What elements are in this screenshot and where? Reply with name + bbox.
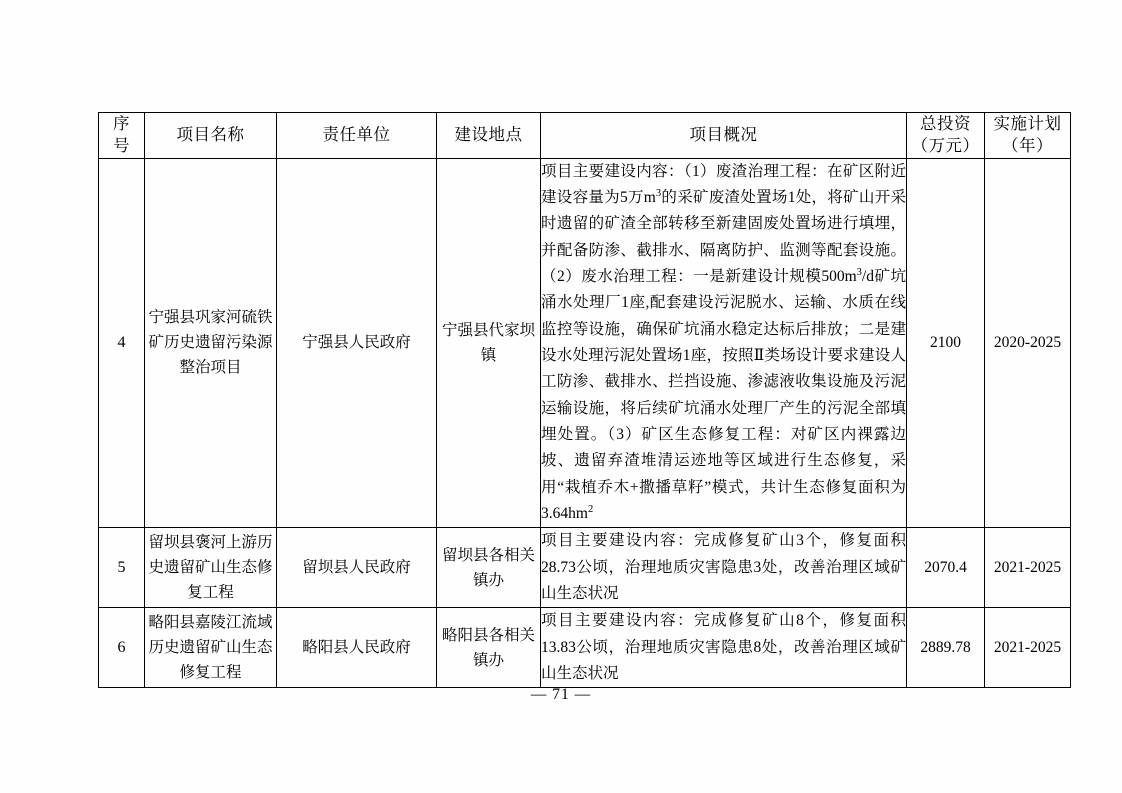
header-line2: （年）: [1002, 136, 1053, 156]
overview-text: 项目主要建设内容：完成修复矿山3个，修复面积28.73公顷，治理地质灾害隐患3处，改善治理区域矿山生态状况: [541, 532, 906, 603]
table-row: [99, 528, 1071, 608]
cell-project-name: 略阳县嘉陵江流域历史遗留矿山生态修复工程: [145, 608, 277, 688]
overview-text: 项目主要建设内容：完成修复矿山8个，修复面积13.83公顷，治理地质灾害隐患8处，改善治理区域矿山生态状况: [541, 612, 906, 683]
cell-schedule: 2020-2025: [985, 158, 1071, 528]
column-header-responsible-unit: [277, 113, 437, 159]
header-line2: 号: [113, 136, 130, 156]
cell-schedule: 2021-2025: [985, 608, 1071, 688]
cell-seq: 6: [99, 608, 145, 688]
header-line2: （万元）: [911, 136, 980, 156]
cell-overview: [541, 608, 907, 688]
cell-project-name: 宁强县巩家河硫铁矿历史遗留污染源整治项目: [145, 158, 277, 528]
cell-schedule: 2021-2025: [985, 528, 1071, 608]
cell-seq: 4: [99, 158, 145, 528]
cell-investment: 2070.4: [907, 528, 985, 608]
table-row: [99, 608, 1071, 688]
header-line1: 序: [113, 114, 130, 133]
cell-responsible-unit: 略阳县人民政府: [277, 608, 437, 688]
header-line1: 项目名称: [176, 125, 245, 145]
table-body: [99, 158, 1071, 688]
header-line1: 建设地点: [454, 125, 523, 145]
column-header-schedule: [985, 113, 1071, 159]
cell-location: 宁强县代家坝镇: [437, 158, 541, 528]
cell-responsible-unit: 留坝县人民政府: [277, 528, 437, 608]
column-header-overview: [541, 113, 907, 159]
cell-overview: [541, 528, 907, 608]
cell-investment: 2100: [907, 158, 985, 528]
column-header-investment: [907, 113, 985, 159]
column-header-location: [437, 113, 541, 159]
cell-seq: 5: [99, 528, 145, 608]
cell-overview: [541, 158, 907, 528]
table-header-row: [99, 113, 1071, 159]
cell-project-name: 留坝县褒河上游历史遗留矿山生态修复工程: [145, 528, 277, 608]
cell-location: 留坝县各相关镇办: [437, 528, 541, 608]
column-header-project-name: [145, 113, 277, 159]
table-container: [98, 112, 1062, 688]
header-line1: 责任单位: [322, 125, 391, 145]
header-line1: 总投资: [920, 114, 971, 133]
cell-investment: 2889.78: [907, 608, 985, 688]
header-line1: 项目概况: [689, 125, 758, 145]
column-header-seq: [99, 113, 145, 159]
page-number: — 71 —: [530, 686, 592, 703]
header-line1: 实施计划: [993, 114, 1062, 133]
project-table: [98, 112, 1071, 688]
cell-location: 略阳县各相关镇办: [437, 608, 541, 688]
cell-responsible-unit: 宁强县人民政府: [277, 158, 437, 528]
table-row: [99, 158, 1071, 528]
overview-text: 项目主要建设内容：（1）废渣治理工程：在矿区附近建设容量为5万$m^3$的采矿废渣处置场1处，将矿山开采时遗留的矿渣全部转移至新建固废处置场进行填埋，并配备防渗、截排水、隔离防护、监测等配套设施。（2）废水治理工程：一是新建设计规模$500m^3/d$矿坑涌水处理厂1座,配套建设污泥脱水、运输、水质在线监控等设施，确保矿坑涌水稳定达标后排放；二是建设水处理污泥处置场1座，按照Ⅱ类场设计要求建设人工防渗、截排水、拦挡设施、渗滤液收集设施及污泥运输设施，将后续矿坑涌水处理厂产生的污泥全部填埋处置。（3）矿区生态修复工程：对矿区内裸露边坡、遗留弃渣堆清运迹地等区域进行生态修复，采用“栽植乔木+撒播草籽”模式，共计生态修复面积为$3.64hm^2$: [541, 162, 906, 522]
